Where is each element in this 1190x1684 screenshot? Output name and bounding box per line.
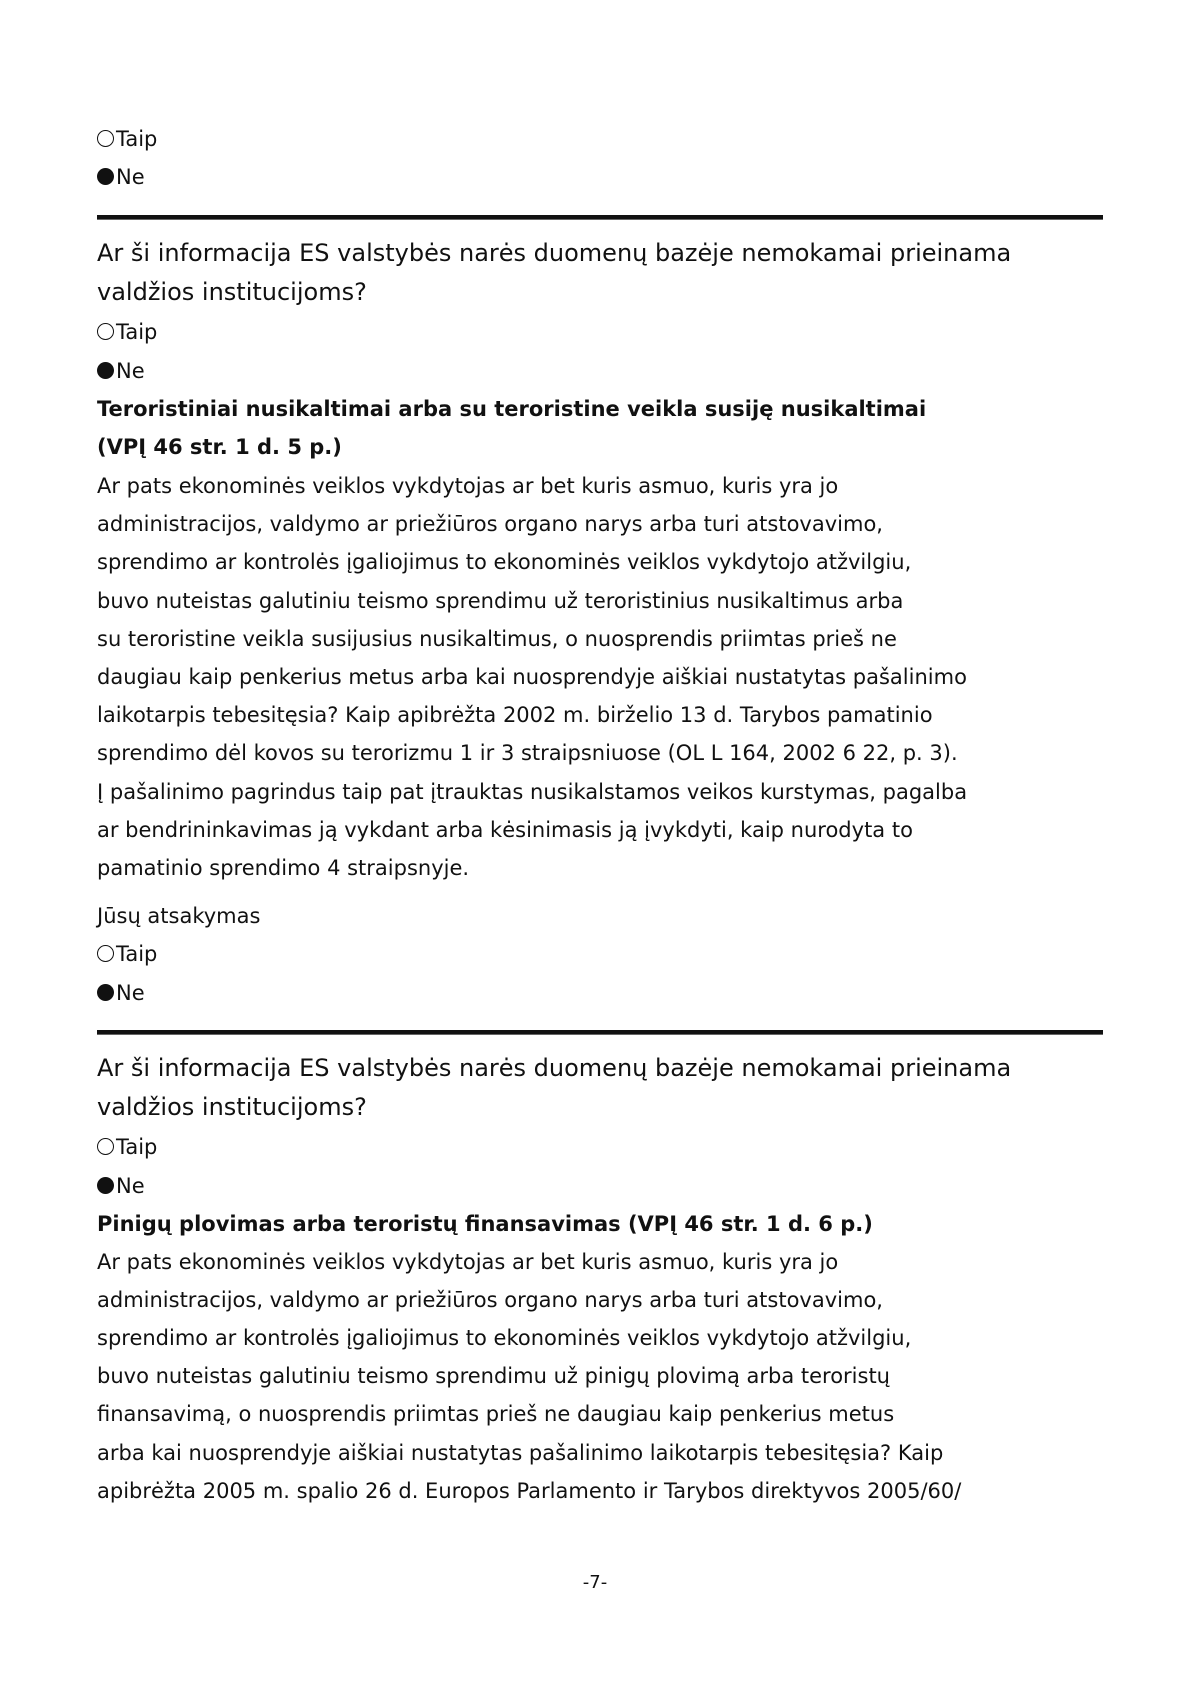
- question-text: Ar ši informacija ES valstybės narės duomenų bazėje nemokamai prieinama: [97, 1054, 1012, 1082]
- radio-label: Ne: [116, 165, 145, 189]
- radio-label: Taip: [116, 1135, 158, 1159]
- paragraph-line: finansavimą, o nuosprendis priimtas prieš ne daugiau kaip penkerius metus: [97, 1402, 895, 1427]
- radio-option-ne[interactable]: [97, 974, 145, 1012]
- paragraph-line: Ar pats ekonominės veiklos vykdytojas ar bet kuris asmuo, kuris yra jo: [97, 474, 839, 498]
- page-number: -7-: [582, 1572, 608, 1593]
- radio-option-taip[interactable]: [97, 935, 157, 973]
- paragraph-line: buvo nuteistas galutiniu teismo sprendimu už teroristinius nusikaltimus arba: [97, 588, 904, 613]
- radio-checked-icon[interactable]: [97, 168, 114, 185]
- radio-label: Ne: [116, 981, 145, 1005]
- question-text: valdžios institucijoms?: [97, 278, 367, 306]
- paragraph-line: sprendimo ar kontrolės įgaliojimus to ekonominės veiklos vykdytojo atžvilgiu,: [97, 1326, 912, 1351]
- radio-label: Ne: [116, 359, 145, 383]
- paragraph-line: Ar pats ekonominės veiklos vykdytojas ar bet kuris asmuo, kuris yra jo: [97, 1250, 839, 1274]
- radio-option-taip[interactable]: [97, 120, 157, 158]
- paragraph-line: sprendimo ar kontrolės įgaliojimus to ekonominės veiklos vykdytojo atžvilgiu,: [97, 550, 912, 575]
- paragraph-line: ar bendrininkavimas ją vykdant arba kėsinimasis ją įvykdyti, kaip nurodyta to: [97, 817, 913, 842]
- paragraph-line: buvo nuteistas galutiniu teismo sprendimu už pinigų plovimą arba teroristų: [97, 1364, 890, 1389]
- radio-label: Ne: [116, 1174, 145, 1198]
- radio-option-ne[interactable]: [97, 352, 145, 390]
- radio-label: Taip: [116, 942, 158, 966]
- radio-option-ne[interactable]: [97, 1167, 145, 1205]
- radio-checked-icon[interactable]: [97, 1177, 114, 1194]
- paragraph-line: laikotarpis tebesitęsia? Kaip apibrėžta 2002 m. birželio 13 d. Tarybos pamatinio: [97, 703, 933, 728]
- paragraph-line: Į pašalinimo pagrindus taip pat įtrauktas nusikalstamos veikos kurstymas, pagalba: [97, 779, 968, 804]
- section-title: Teroristiniai nusikaltimai arba su teroristine veikla susiję nusikaltimai: [97, 397, 927, 421]
- radio-label: Taip: [116, 320, 158, 344]
- paragraph-line: daugiau kaip penkerius metus arba kai nuosprendyje aiškiai nustatytas pašalinimo: [97, 665, 967, 689]
- paragraph-line: pamatinio sprendimo 4 straipsnyje.: [97, 856, 470, 880]
- question-text: valdžios institucijoms?: [97, 1093, 367, 1121]
- radio-option-ne[interactable]: [97, 158, 145, 196]
- radio-checked-icon[interactable]: [97, 984, 114, 1001]
- paragraph-line: administracijos, valdymo ar priežiūros organo narys arba turi atstovavimo,: [97, 512, 883, 537]
- radio-unchecked-icon[interactable]: [97, 323, 114, 340]
- answer-label: Jūsų atsakymas: [97, 904, 261, 928]
- section-title: Pinigų plovimas arba teroristų finansavimas (VPĮ 46 str. 1 d. 6 p.): [97, 1212, 873, 1236]
- paragraph-line: sprendimo dėl kovos su terorizmu 1 ir 3 straipsniuose (OL L 164, 2002 6 22, p. 3).: [97, 741, 958, 766]
- radio-checked-icon[interactable]: [97, 362, 114, 379]
- section-divider: [97, 215, 1103, 220]
- radio-unchecked-icon[interactable]: [97, 130, 114, 147]
- radio-option-taip[interactable]: [97, 1128, 157, 1166]
- section-title: (VPĮ 46 str. 1 d. 5 p.): [97, 435, 342, 459]
- question-text: Ar ši informacija ES valstybės narės duomenų bazėje nemokamai prieinama: [97, 239, 1012, 267]
- radio-option-taip[interactable]: [97, 313, 157, 351]
- radio-unchecked-icon[interactable]: [97, 945, 114, 962]
- radio-label: Taip: [116, 127, 158, 151]
- paragraph-line: apibrėžta 2005 m. spalio 26 d. Europos Parlamento ir Tarybos direktyvos 2005/60/: [97, 1478, 962, 1503]
- paragraph-line: administracijos, valdymo ar priežiūros organo narys arba turi atstovavimo,: [97, 1288, 883, 1313]
- paragraph-line: arba kai nuosprendyje aiškiai nustatytas pašalinimo laikotarpis tebesitęsia? Kaip: [97, 1440, 944, 1465]
- paragraph-line: su teroristine veikla susijusius nusikaltimus, o nuosprendis priimtas prieš ne: [97, 626, 897, 651]
- radio-unchecked-icon[interactable]: [97, 1138, 114, 1155]
- section-divider: [97, 1030, 1103, 1035]
